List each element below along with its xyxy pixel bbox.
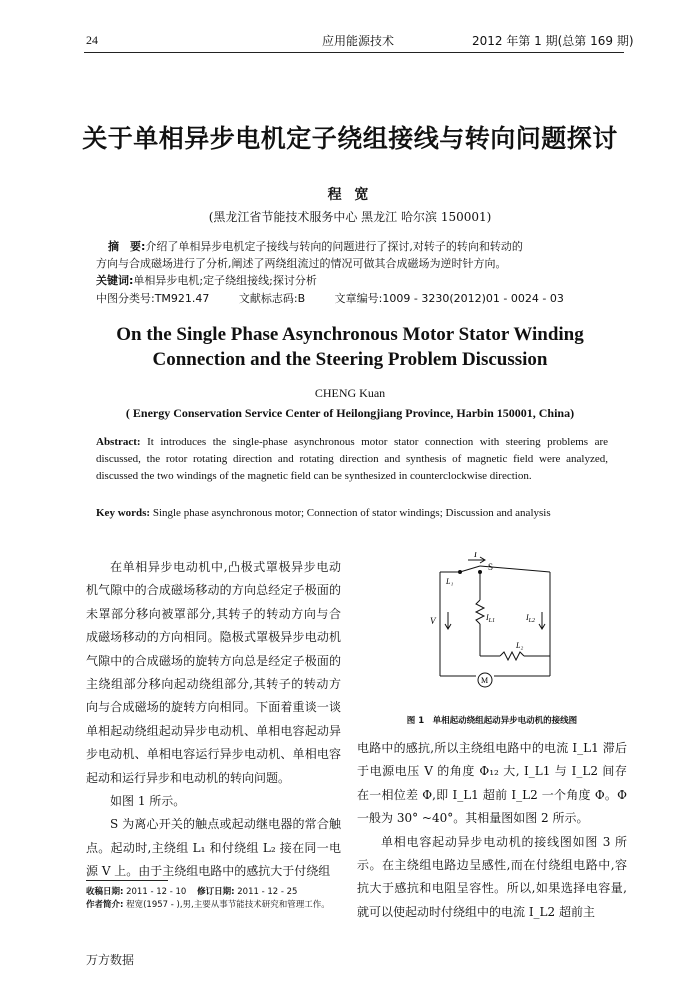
issue-info: 2012 年第 1 期(总第 169 期) — [472, 34, 634, 48]
keywords-en: Single phase asynchronous motor; Connection of stator windings; Discussion and analysis — [152, 507, 551, 519]
label-L2: L₂ — [516, 641, 524, 650]
header-rule — [84, 52, 624, 53]
body-right-p1: 电路中的感抗,所以主绕组电路中的电流 I_L1 滞后于电源电压 V 的角度 Φ₁₂ 大, I_L1 与 I_L2 间存在一相位差 Φ,即 I_L1 超前 I_L2 一个角度 Φ。Φ 一般为 30° ~40°。其相量图如图 2 所示。 — [357, 741, 627, 826]
author-cn: 程 宽 — [327, 187, 373, 203]
abstract-cn — [96, 238, 616, 289]
clc-number: 中图分类号:TM921.47 — [96, 292, 210, 305]
label-I: I — [474, 552, 477, 559]
page-number: 24 — [86, 33, 98, 47]
title-en-line2: Connection and the Steering Problem Discussion — [152, 349, 548, 370]
figure-1-circuit — [420, 552, 600, 702]
author-bio: 程宽(1957 - ),男,主要从事节能技术研究和管理工作。 — [126, 900, 330, 910]
figure-1-caption: 图 1 单相起动绕组起动异步电动机的接线图 — [406, 716, 578, 726]
label-IL2: $I_{L2}$ — [526, 613, 536, 624]
body-left-column — [86, 556, 341, 884]
body-left-p1: 在单相异步电动机中,凸极式罩极异步电动机气隙中的合成磁场移动的方向总经定子极面的未罩部分移向被罩部分,其转子的转动方向与合成磁场移动的方向相同。隐极式罩极异步电动机气隙中的合成磁场的旋转方向总是经定子极面的主绕组部分移向起动绕组部分,其转子的转动方向与合成磁场的旋转方向相同。下面着重谈一谈单相起动绕组起动异步电动机、单相电容起动异步电动机、单相电容运行异步电动机、单相电容起动和运行异步和电动机的转向问题。 — [86, 560, 341, 785]
body-left-p3: S 为离心开关的触点或起动继电器的常合触点。起动时,主绕组 L₁ 和付绕组 L₂ 接在同一电源 V 上。由于主绕组电路中的感抗大于付绕组 — [86, 817, 341, 879]
keywords-cn: 单相异步电机;定子绕组接线;探讨分析 — [133, 274, 317, 287]
affiliation-en: ( Energy Conservation Service Center of Heilongjiang Province, Harbin 150001, China) — [125, 406, 575, 420]
label-motor: M — [481, 676, 489, 685]
abstract-en — [96, 434, 608, 485]
footnote-rule — [86, 880, 168, 881]
classification-line — [96, 290, 616, 306]
abstract-cn-line2: 方向与合成磁场进行了分析,阐述了两绕组流过的情况可做其合成磁场为逆时针方向。 — [96, 257, 507, 270]
received-date: 2011 - 12 - 10 — [126, 887, 187, 897]
abstract-cn-label: 摘 要: — [108, 240, 146, 253]
keywords-en-block — [96, 505, 608, 522]
revised-label: 修订日期: — [197, 887, 235, 897]
journal-name: 应用能源技术 — [322, 34, 395, 48]
received-label: 收稿日期: — [86, 887, 124, 897]
article-number: 文章编号:1009 - 3230(2012)01 - 0024 - 03 — [334, 292, 564, 305]
author-en: CHENG Kuan — [314, 386, 386, 400]
label-IL1: $I_{L1}$ — [486, 613, 496, 624]
keywords-en-label: Key words: — [96, 507, 151, 519]
label-S: S — [488, 562, 494, 572]
abstract-en-label: Abstract: — [96, 436, 141, 448]
body-left-p2: 如图 1 所示。 — [110, 794, 186, 809]
watermark-wanfang: 万方数据 — [86, 953, 135, 967]
title-en-line1: On the Single Phase Asynchronous Motor Stator Winding — [116, 324, 584, 345]
label-V: V — [430, 616, 436, 626]
keywords-cn-label: 关键词: — [96, 274, 134, 287]
revised-date: 2011 - 12 - 25 — [237, 887, 298, 897]
body-right-p2: 单相电容起动异步电动机的接线图如图 3 所示。在主绕组电路边呈感性,而在付绕组电路中,容抗大于感抗和电阻呈容性。所以,如果选择电容量,就可以使起动时付绕组中的电流 I_L2 超前主 — [357, 834, 627, 919]
title-en — [0, 322, 700, 372]
affiliation-cn: (黑龙江省节能技术服务中心 黑龙江 哈尔滨 150001) — [208, 210, 492, 224]
doc-code: 文献标志码:B — [238, 292, 306, 305]
abstract-en-text: It introduces the single-phase asynchronous motor stator connection with steering problems are discussed, the rotor rotating direction and rotating direction and synthesis of magnetic field were analyzed, discussed the two windings of the magnetic field can be synthesized in counterclockwise direction. — [96, 436, 609, 482]
footnote — [86, 886, 346, 912]
body-right-column — [357, 737, 627, 924]
label-L1: L₁ — [446, 577, 454, 586]
title-cn: 关于单相异步电机定子绕组接线与转向问题探讨 — [82, 124, 618, 153]
bio-label: 作者简介: — [86, 900, 124, 910]
abstract-cn-line1: 介绍了单相异步电机定子接线与转向的问题进行了探讨,对转子的转向和转动的 — [145, 240, 523, 253]
